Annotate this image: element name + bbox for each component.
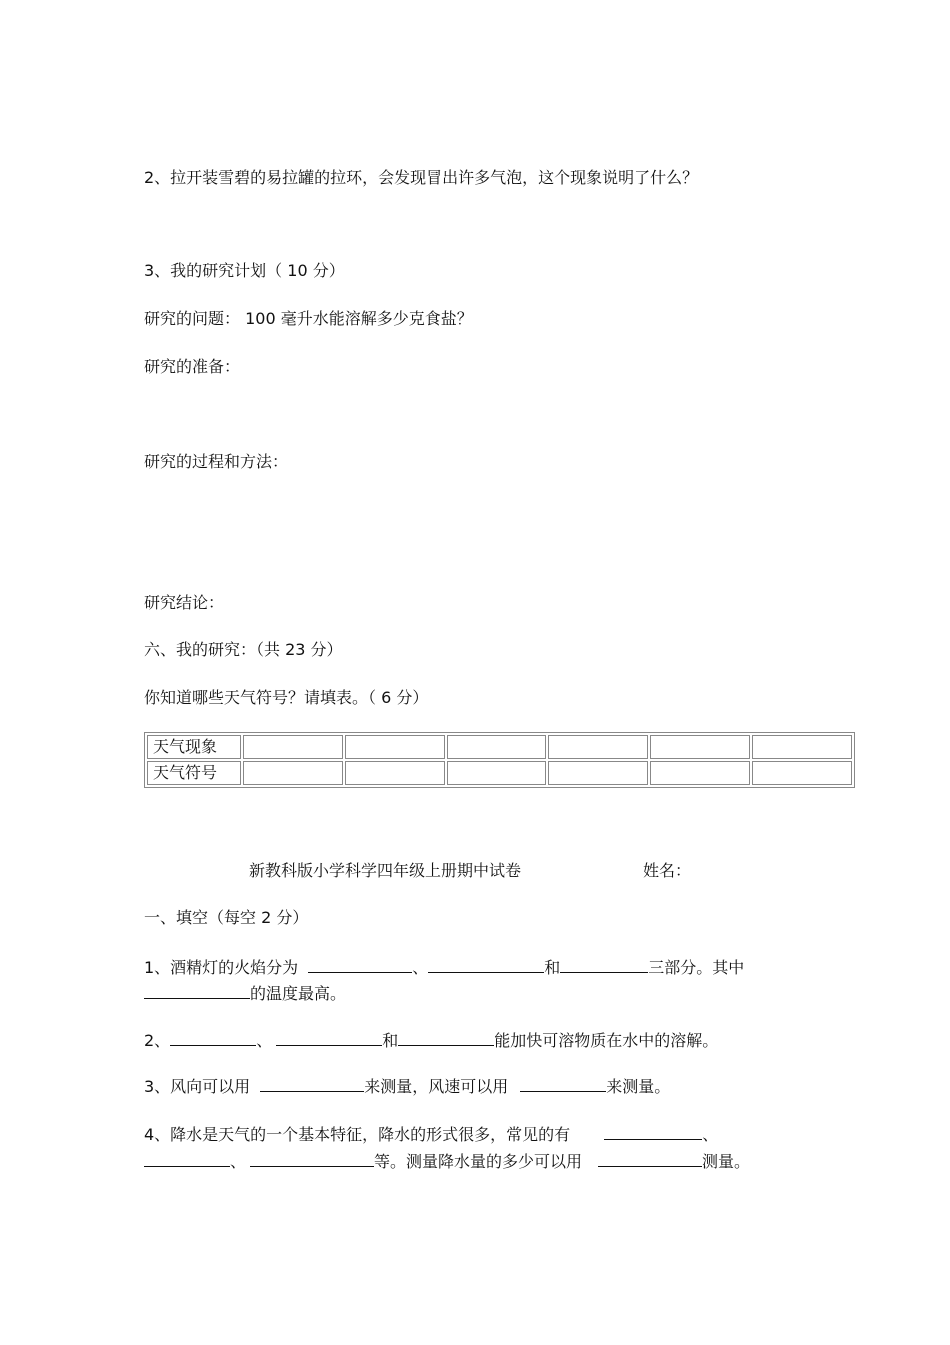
table-cell-blank[interactable] (345, 735, 445, 759)
q3-suffix: 来测量。 (606, 1077, 671, 1096)
q3-prefix: 3、风向可以用 (144, 1077, 251, 1096)
q4-sep2: 、 (230, 1152, 247, 1171)
table-cell-blank[interactable] (752, 735, 852, 759)
table-row (147, 735, 852, 759)
answer-blank[interactable] (144, 983, 250, 999)
table-cell-blank[interactable] (548, 761, 648, 785)
table-cell-blank[interactable] (345, 761, 445, 785)
answer-blank[interactable] (170, 1030, 256, 1046)
answer-blank[interactable] (250, 1151, 374, 1167)
research-process-label: 研究的过程和方法： (144, 452, 289, 471)
q3-mid: 来测量，风速可以用 (364, 1077, 509, 1096)
research-preparation-label: 研究的准备： (144, 357, 241, 376)
answer-blank[interactable] (604, 1124, 702, 1140)
fill-question-4-line-2 (144, 1151, 750, 1172)
answer-blank[interactable] (598, 1151, 702, 1167)
table-cell-blank[interactable] (752, 761, 852, 785)
q2-suffix: 能加快可溶物质在水中的溶解。 (494, 1031, 719, 1050)
q2-sep2: 和 (382, 1031, 399, 1050)
answer-blank[interactable] (560, 957, 648, 973)
q1-line2-suffix: 的温度最高。 (250, 984, 347, 1003)
answer-blank[interactable] (144, 1151, 230, 1167)
row-header-symbol: 天气符号 (147, 761, 241, 785)
exam-title: 新教科版小学科学四年级上册期中试卷 (249, 861, 522, 880)
name-label: 姓名： (643, 861, 692, 880)
q2-prefix: 2、 (144, 1031, 171, 1050)
q1-sep2: 和 (544, 958, 561, 977)
table-cell-blank[interactable] (243, 735, 343, 759)
q4-prefix: 4、降水是天气的一个基本特征，降水的形式很多，常见的有 (144, 1125, 571, 1144)
fill-question-3 (144, 1076, 670, 1097)
q4-mid: 等。测量降水量的多少可以用 (374, 1152, 583, 1171)
weather-table-prompt: 你知道哪些天气符号？请填表。（ 6 分） (144, 688, 429, 707)
fill-question-2 (144, 1030, 718, 1051)
table-cell-blank[interactable] (447, 735, 547, 759)
answer-blank[interactable] (428, 957, 544, 973)
table-cell-blank[interactable] (650, 735, 750, 759)
fill-question-1-line-1 (144, 957, 744, 978)
section-1-title: 一、填空（每空 2 分） (144, 908, 309, 927)
answer-blank[interactable] (276, 1030, 382, 1046)
answer-blank[interactable] (520, 1076, 606, 1092)
table-cell-blank[interactable] (650, 761, 750, 785)
weather-symbol-table (144, 732, 855, 788)
q2-sep1: 、 (256, 1031, 273, 1050)
fill-question-1-line-2 (144, 983, 346, 1004)
q1-sep1: 、 (412, 958, 429, 977)
answer-blank[interactable] (260, 1076, 364, 1092)
research-plan-title: 3、我的研究计划（ 10 分） (144, 261, 345, 280)
table-cell-blank[interactable] (548, 735, 648, 759)
research-conclusion-label: 研究结论： (144, 593, 225, 612)
q1-prefix: 1、酒精灯的火焰分为 (144, 958, 299, 977)
research-problem: 研究的问题： 100 毫升水能溶解多少克食盐？ (144, 309, 473, 328)
answer-blank[interactable] (398, 1030, 494, 1046)
table-cell-blank[interactable] (447, 761, 547, 785)
q1-suffix: 三部分。其中 (648, 958, 745, 977)
section-6-title: 六、我的研究：（共 23 分） (144, 640, 343, 659)
answer-blank[interactable] (308, 957, 412, 973)
table-cell-blank[interactable] (243, 761, 343, 785)
table-row (147, 761, 852, 785)
q4-sep1: 、 (702, 1125, 719, 1144)
q4-suffix: 测量。 (702, 1152, 751, 1171)
question-2-text: 2、拉开装雪碧的易拉罐的拉环，会发现冒出许多气泡，这个现象说明了什么？ (144, 168, 699, 187)
row-header-phenomenon: 天气现象 (147, 735, 241, 759)
fill-question-4-line-1 (144, 1124, 718, 1145)
